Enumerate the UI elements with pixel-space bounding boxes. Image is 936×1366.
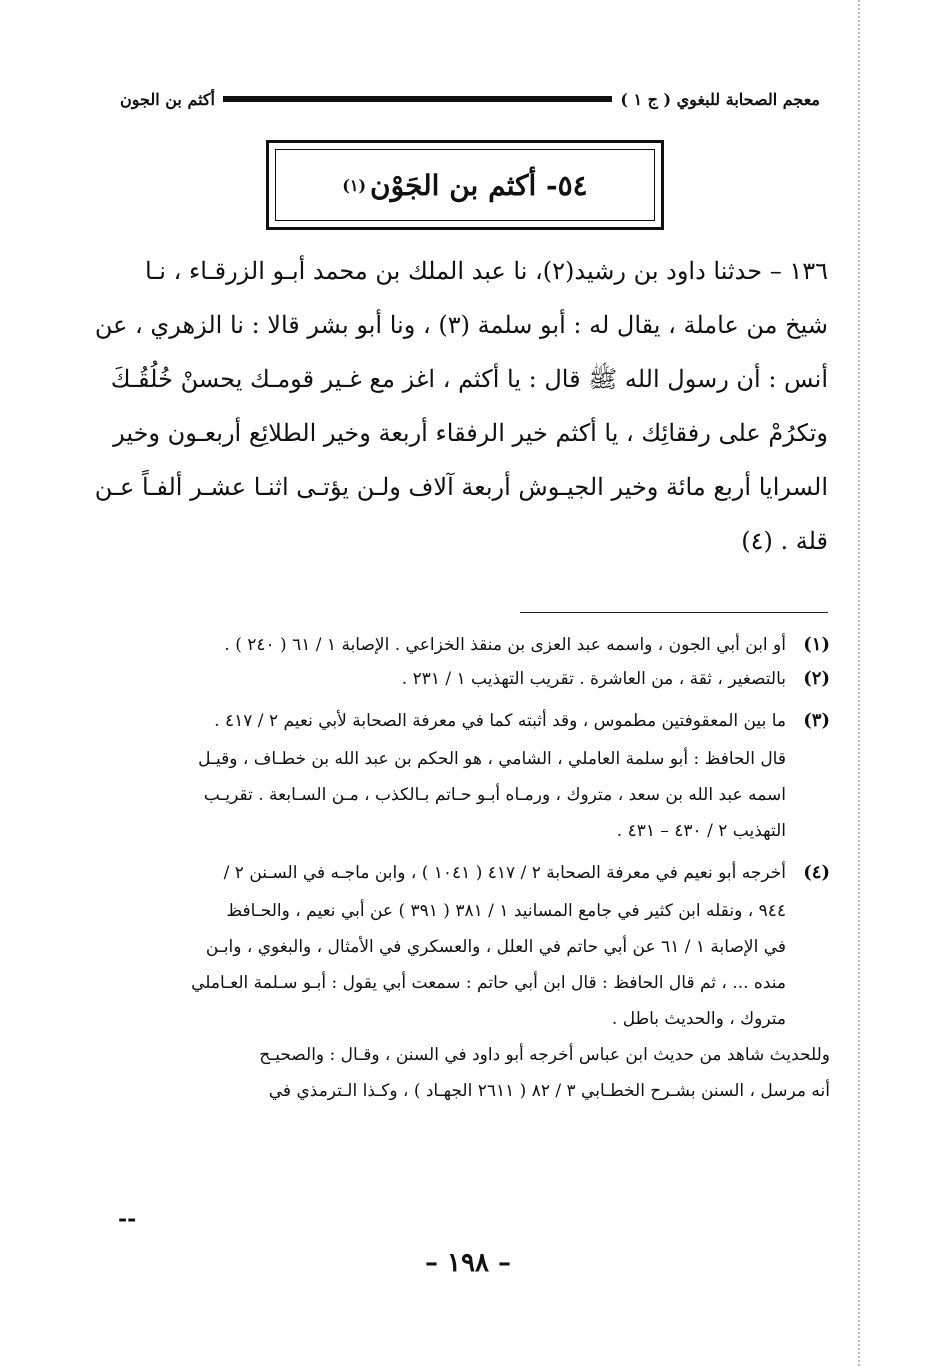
- running-header-entry-name: أكثم بن الجون: [120, 89, 215, 109]
- page-number: – ١٩٨ –: [424, 1248, 512, 1278]
- footnote-number: (٤): [803, 862, 830, 883]
- running-header: [120, 86, 820, 112]
- footnote-continuation: اسمه عبد الله بن سعد ، متروك ، ورمـاه أبـو حـاتم بـالكذب ، مـن السـابعة . تقريـب: [203, 785, 786, 805]
- footnote-continuation: في الإصابة ١ / ٦١ عن أبي حاتم في العلل ، والعسكري في الأمثال ، والبغوي ، وابـن: [205, 937, 786, 957]
- running-header-book-title: معجم الصحابة للبغوي ( ج ١ ): [620, 89, 820, 109]
- footnote-4: [118, 858, 830, 888]
- entry-title: ٥٤- أكثم بن الجَوْن: [370, 168, 588, 202]
- footnote-3: [118, 706, 830, 736]
- footnotes: [118, 630, 830, 1106]
- footnote-text: ما بين المعقوفتين مطموس ، وقد أثبته كما في معرفة الصحابة لأبي نعيم ٢ / ٤١٧ .: [214, 711, 786, 731]
- footnote-separator: [520, 612, 828, 613]
- footnote-continuation: قال الحافظ : أبو سلمة العاملي ، الشامي ، هو الحكم بن عبد الله بن خطـاف ، وقيـل: [198, 749, 786, 769]
- footnote-2: [118, 664, 830, 694]
- hadith-line: أنس : أن رسول الله ﷺ قال : يا أكثم ، اغز مع غـير قومـك يحسنْ خُلُقُـكَ: [110, 365, 828, 393]
- footnote-continuation: منده ... ، ثم قال الحافظ : قال ابن أبي حاتم : سمعت أبي يقول : أبـو سـلمة العـاملي: [191, 973, 786, 993]
- continuation-mark: --: [118, 1206, 137, 1232]
- hadith-line: شيخ من عاملة ، يقال له : أبو سلمة (٣) ، ونا أبو بشر قالا : نا الزهري ، عن: [94, 311, 828, 339]
- hadith-line: ١٣٦ – حدثنا داود بن رشيد(٢)، نا عبد الملك بن محمد أبـو الزرقـاء ، نـا: [144, 257, 828, 285]
- entry-title-footnote-ref: (١): [342, 175, 367, 195]
- hadith-text: [94, 244, 828, 568]
- footnote-text: أخرجه أبو نعيم في معرفة الصحابة ٢ / ٤١٧ ( ١٠٤١ ) ، وابن ماجـه في السـنن ٢ /: [223, 863, 786, 883]
- running-header-rule: [223, 96, 612, 102]
- footnote-continuation: ٩٤٤ ، ونقله ابن كثير في جامع المسانيد ١ / ٣٨١ ( ٣٩١ ) عن أبي نعيم ، والحـافظ: [226, 901, 786, 921]
- scan-edge-dotted-line: [858, 0, 860, 1366]
- hadith-line: قلة . (٤): [741, 527, 828, 555]
- footnote-1: [118, 630, 830, 660]
- footnote-continuation: التهذيب ٢ / ٤٣٠ – ٤٣١ .: [616, 821, 786, 841]
- footnote-number: (٢): [803, 668, 830, 689]
- footnote-text: بالتصغير ، ثقة ، من العاشرة . تقريب التهذيب ١ / ٢٣١ .: [401, 669, 786, 689]
- footnote-continuation: أنه مرسل ، السنن بشـرح الخطـابي ٣ / ٨٢ ( ٢٦١١ الجهـاد ) ، وكـذا الـترمذي في: [268, 1081, 830, 1101]
- hadith-line: السرايا أربع مائة وخير الجيـوش أربعة آلاف ولـن يؤتـى اثنـا عشـر ألفـاً عـن: [94, 473, 828, 501]
- footnote-number: (١): [803, 634, 830, 655]
- entry-title-box: [266, 140, 664, 230]
- footnote-text: أو ابن أبي الجون ، واسمه عبد العزى بن منقذ الخزاعي . الإصابة ١ / ٦١ ( ٢٤٠ ) .: [224, 635, 786, 655]
- entry-title-inner-frame: [275, 149, 655, 221]
- hadith-line: وتكرُمْ على رفقائِك ، يا أكثم خير الرفقاء أربعة وخير الطلائِع أربعـون وخير: [113, 419, 828, 447]
- footnote-number: (٣): [803, 710, 830, 731]
- footnote-continuation: متروك ، والحديث باطل .: [611, 1009, 786, 1029]
- footnote-continuation: وللحديث شاهد من حديث ابن عباس أخرجه أبو داود في السنن ، وقـال : والصحيـح: [259, 1045, 830, 1065]
